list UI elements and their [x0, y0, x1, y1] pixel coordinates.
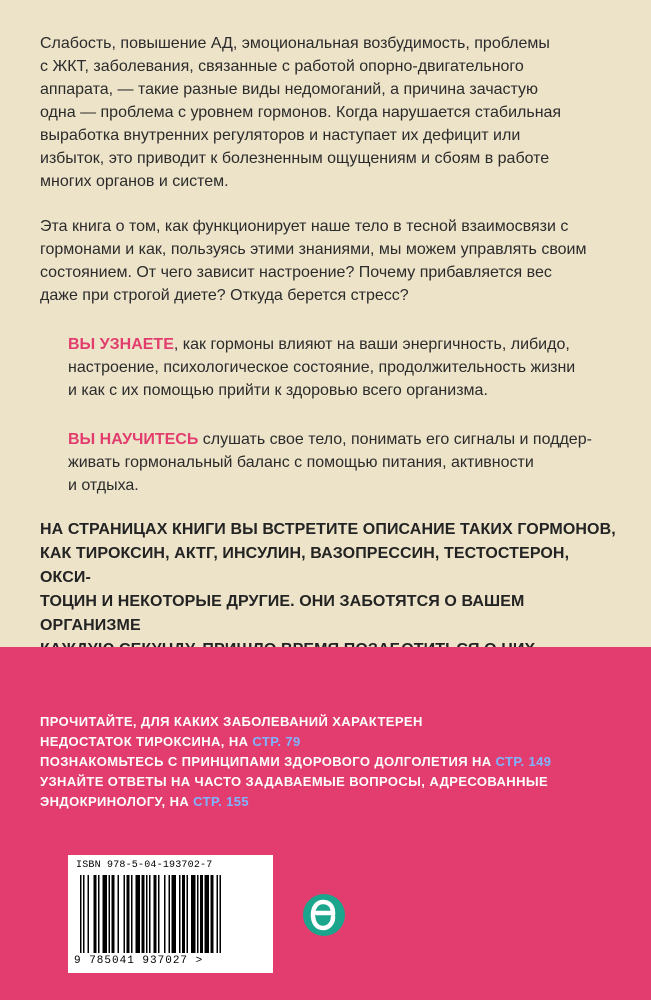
- text-line: Эта книга о том, как функционирует наше тело в тесной взаимосвязи с: [40, 218, 569, 235]
- barcode-bar: [149, 875, 151, 953]
- learn-block: [68, 333, 608, 402]
- promo-text: ПОЗНАКОМЬТЕСЬ С ПРИНЦИПАМИ ЗДОРОВОГО ДОЛГОЛЕТИЯ НА: [40, 754, 496, 769]
- barcode-bar: [83, 875, 85, 953]
- barcode-bar: [136, 875, 141, 953]
- promo-text: ЭНДОКРИНОЛОГУ, НА: [40, 794, 194, 809]
- barcode-bar: [80, 875, 82, 953]
- barcode-bar: [94, 875, 97, 953]
- text-line: [68, 428, 608, 451]
- promo-line: ПРОЧИТАЙТЕ, ДЛЯ КАКИХ ЗАБОЛЕВАНИЙ ХАРАКТЕРЕН: [40, 714, 423, 729]
- text-line: с ЖКТ, заболевания, связанные с работой опорно-двигательного: [40, 58, 524, 75]
- barcode-bar: [182, 875, 185, 953]
- barcode-icon: [78, 875, 263, 953]
- barcode-bar: [103, 875, 108, 953]
- barcode-number: 9 785041 937027 >: [74, 955, 204, 967]
- barcode-bar: [109, 875, 111, 953]
- barcode-bar: [127, 875, 130, 953]
- barcode-bar: [220, 875, 222, 953]
- barcode-bar: [112, 875, 115, 953]
- eksmo-logo-icon: [302, 893, 346, 937]
- barcode-bar: [118, 875, 120, 953]
- text-line: [68, 333, 608, 356]
- barcode-bar: [217, 875, 219, 953]
- barcode-bar: [197, 875, 199, 953]
- barcode-bar: [158, 875, 160, 953]
- promo-line: [40, 752, 620, 772]
- barcode-panel: [68, 855, 273, 973]
- text-line: НА СТРАНИЦАХ КНИГИ ВЫ ВСТРЕТИТЕ ОПИСАНИЕ ТАКИХ ГОРМОНОВ,: [40, 521, 616, 538]
- learn-text: , как гормоны влияют на ваши энергичность, либидо,: [173, 336, 570, 353]
- barcode-bar: [169, 875, 171, 953]
- text-line: и отдыха.: [68, 477, 139, 494]
- text-line: аппарата, — такие разные виды недомоганий, а причина зачастую: [40, 81, 539, 98]
- barcode-bar: [191, 875, 196, 953]
- text-line: выработка внутренних регуляторов и наступает их дефицит или: [40, 127, 521, 144]
- promo-line: [40, 792, 620, 812]
- barcode-bar: [124, 875, 126, 953]
- promo-text: НЕДОСТАТОК ТИРОКСИНА, НА: [40, 734, 253, 749]
- isbn-label: ISBN 978-5-04-193702-7: [76, 860, 213, 871]
- page-reference: СТР. 155: [193, 794, 250, 809]
- promo-line: УЗНАЙТЕ ОТВЕТЫ НА ЧАСТО ЗАДАВАЕМЫЕ ВОПРОСЫ, АДРЕСОВАННЫЕ: [40, 774, 549, 789]
- barcode-bar: [98, 875, 100, 953]
- text-line: настроение, психологическое состояние, продолжительность жизни: [68, 359, 576, 376]
- barcode-bar: [88, 875, 90, 953]
- page-reference: СТР. 149: [495, 754, 552, 769]
- text-line: одна — проблема с уровнем гормонов. Когда нарушается стабильная: [40, 104, 562, 121]
- skills-keyword: ВЫ НАУЧИТЕСЬ: [68, 431, 199, 448]
- text-line: Слабость, повышение АД, эмоциональная возбудимость, проблемы: [40, 35, 550, 52]
- barcode-bar: [179, 875, 181, 953]
- hormones-statement: [40, 518, 620, 662]
- barcode-bar: [205, 875, 210, 953]
- text-line: ТОЦИН И НЕКОТОРЫЕ ДРУГИЕ. ОНИ ЗАБОТЯТСЯ О ВАШЕМ ОРГАНИЗМЕ: [40, 593, 525, 634]
- barcode-bar: [131, 875, 133, 953]
- text-line: гормонами и как, пользуясь этими знаниями, мы можем управлять своим: [40, 241, 587, 258]
- text-line: живать гормональный баланс с помощью питания, активности: [68, 454, 534, 471]
- barcode-bar: [187, 875, 189, 953]
- barcode-bar: [211, 875, 214, 953]
- barcode-bar: [172, 875, 177, 953]
- text-line: избыток, это приводит к болезненным ощущениям и сбоям в работе: [40, 150, 550, 167]
- intro-paragraph: [40, 32, 615, 193]
- promo-item: [40, 712, 620, 752]
- promo-item: [40, 752, 620, 772]
- barcode-bar: [200, 875, 203, 953]
- text-line: и как с их помощью прийти к здоровью всего организма.: [68, 382, 488, 399]
- text-line: даже при строгой диете? Откуда берется стресс?: [40, 287, 409, 304]
- barcode-bar: [146, 875, 148, 953]
- skills-text: слушать свое тело, понимать его сигналы и поддер-: [198, 431, 592, 448]
- promo-item: [40, 772, 620, 812]
- barcode-bar: [154, 875, 157, 953]
- text-line: КАК ТИРОКСИН, АКТГ, ИНСУЛИН, ВАЗОПРЕССИН, ТЕСТОСТЕРОН, ОКСИ-: [40, 545, 570, 586]
- learn-keyword: ВЫ УЗНАЕТЕ: [68, 336, 174, 353]
- barcode-bar: [164, 875, 166, 953]
- text-line: состоянием. От чего зависит настроение? Почему прибавляется вес: [40, 264, 552, 281]
- skills-block: [68, 428, 608, 497]
- text-line: многих органов и систем.: [40, 173, 229, 190]
- about-paragraph: [40, 215, 615, 307]
- page-reference: СТР. 79: [252, 734, 301, 749]
- promo-line: [40, 732, 620, 752]
- barcode-bar: [142, 875, 145, 953]
